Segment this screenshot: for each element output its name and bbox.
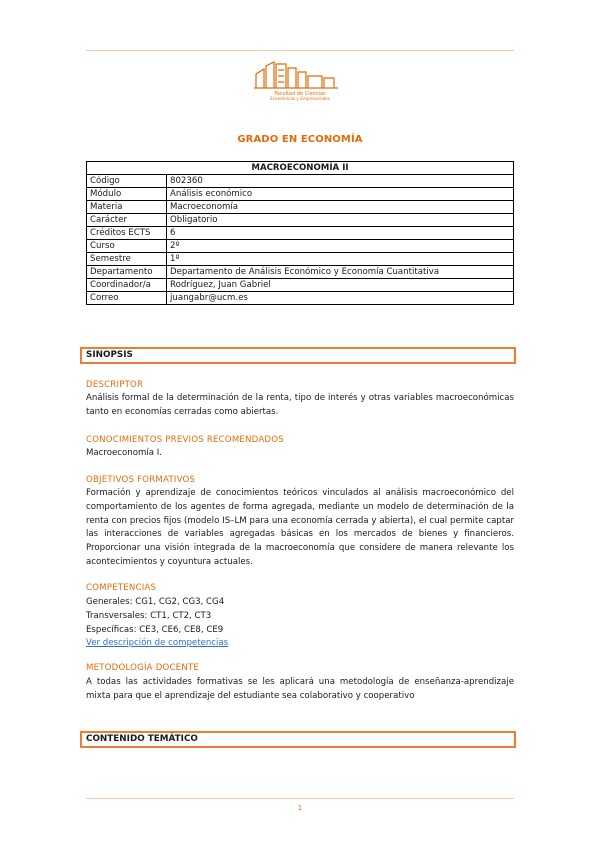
objectives-heading: OBJETIVOS FORMATIVOS <box>86 475 196 485</box>
row-value: 2º <box>167 240 514 253</box>
row-label: Correo <box>87 292 167 305</box>
page-number: 1 <box>297 804 303 812</box>
row-value: Departamento de Análisis Económico y Economía Cuantitativa <box>167 266 514 279</box>
prev-knowledge-heading: CONOCIMIENTOS PREVIOS RECOMENDADOS <box>86 435 284 445</box>
header-rule <box>86 50 514 51</box>
competencias-link[interactable]: Ver descripción de competencias <box>86 638 229 648</box>
row-label: Código <box>87 175 167 188</box>
table-row <box>87 279 514 292</box>
row-value: 6 <box>167 227 514 240</box>
table-row <box>87 266 514 279</box>
table-row <box>87 240 514 253</box>
descriptor-heading: DESCRIPTOR <box>86 380 144 390</box>
row-value: Obligatorio <box>167 214 514 227</box>
course-info-table <box>86 161 514 305</box>
competencias-especificas: Específicas: CE3, CE6, CE8, CE9 <box>86 625 224 635</box>
row-value: Rodríguez, Juan Gabriel <box>167 279 514 292</box>
row-label: Carácter <box>87 214 167 227</box>
table-row <box>87 175 514 188</box>
svg-text:Facultad de Ciencias: Facultad de Ciencias <box>274 91 326 97</box>
row-value: juangabr@ucm.es <box>167 292 514 305</box>
row-label: Curso <box>87 240 167 253</box>
table-row <box>87 214 514 227</box>
metodologia-heading: METODOLOGÍA DOCENTE <box>86 663 200 673</box>
objectives-text: Formación y aprendizaje de conocimientos teóricos vinculados al análisis macroeconómico del comportamiento de los agentes de forma agregada, mediante un modelo de determinación de la renta con precios fijos (modelo IS–LM para una economía cerrada y abierta), el cual permite captar las interacciones de variables agregadas básicas en los mercados de bienes y financieros. Proporcionar una visión integrada de la macroeconomía que considere de manera relevante los acontecimientos y coyuntura actuales. <box>86 488 514 567</box>
faculty-logo <box>250 60 350 106</box>
competencias-transversales: Transversales: CT1, CT2, CT3 <box>86 611 212 621</box>
metodologia-text: A todas las actividades formativas se les aplicará una metodología de enseñanza-aprendizaje mixta para que el aprendizaje del estudiante sea colaborativo y cooperativo <box>86 677 514 701</box>
section-sinopsis: SINOPSIS <box>80 347 516 364</box>
section-contenido: CONTENIDO TEMÁTICO <box>80 731 516 748</box>
table-row <box>87 292 514 305</box>
svg-text:Económicas y Empresariales: Económicas y Empresariales <box>270 96 330 101</box>
table-row <box>87 188 514 201</box>
row-label: Materia <box>87 201 167 214</box>
table-row <box>87 201 514 214</box>
footer-rule <box>86 798 514 799</box>
row-label: Semestre <box>87 253 167 266</box>
table-row <box>87 253 514 266</box>
prev-knowledge-text: Macroeconomía I. <box>86 448 163 458</box>
row-label: Módulo <box>87 188 167 201</box>
svg-text:· · · · · · · · · · · · · ·: · · · · · · · · · · · · · · <box>286 102 314 106</box>
competencias-heading: COMPETENCIAS <box>86 583 157 593</box>
row-value: 1º <box>167 253 514 266</box>
table-row <box>87 227 514 240</box>
competencias-generales: Generales: CG1, CG2, CG3, CG4 <box>86 597 225 607</box>
course-title: MACROECONOMÍA II <box>87 162 514 175</box>
row-value: Análisis económico <box>167 188 514 201</box>
descriptor-text: Análisis formal de la determinación de la renta, tipo de interés y otras variables macroeconómicas tanto en economías cerradas como abiertas. <box>86 393 514 417</box>
row-label: Créditos ECTS <box>87 227 167 240</box>
row-label: Departamento <box>87 266 167 279</box>
row-value: Macroeconomía <box>167 201 514 214</box>
row-value: 802360 <box>167 175 514 188</box>
degree-title: GRADO EN ECONOMÍA <box>237 134 363 145</box>
table-header-row <box>87 162 514 175</box>
row-label: Coordinador/a <box>87 279 167 292</box>
